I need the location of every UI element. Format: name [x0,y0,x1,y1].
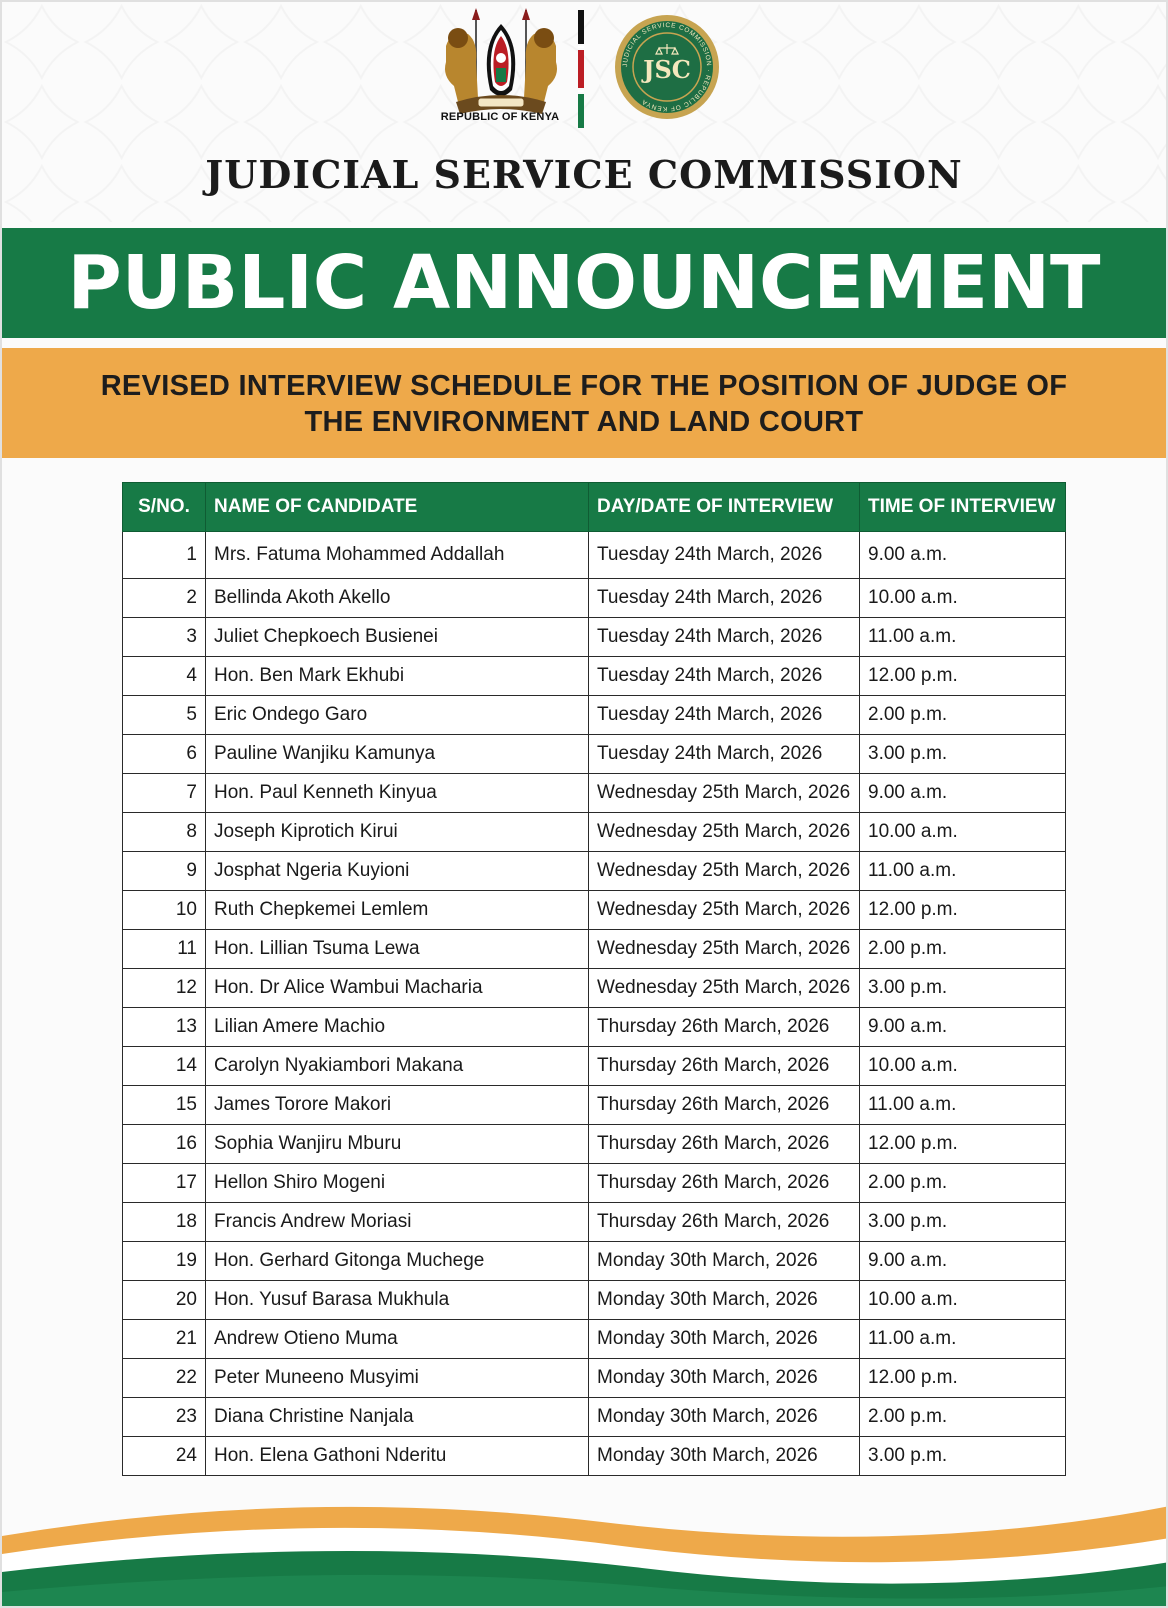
interview-time: 3.00 p.m. [860,969,1066,1008]
interview-date: Thursday 26th March, 2026 [589,1164,860,1203]
interview-time: 9.00 a.m. [860,532,1066,579]
row-sno: 4 [123,657,206,696]
candidate-name: Sophia Wanjiru Mburu [206,1125,589,1164]
row-sno: 20 [123,1281,206,1320]
interview-time: 2.00 p.m. [860,1398,1066,1437]
row-sno: 10 [123,891,206,930]
row-sno: 16 [123,1125,206,1164]
interview-date: Monday 30th March, 2026 [589,1437,860,1476]
candidate-name: Francis Andrew Moriasi [206,1203,589,1242]
interview-time: 11.00 a.m. [860,852,1066,891]
table-row [123,1086,1066,1125]
candidate-name: Lilian Amere Machio [206,1008,589,1047]
row-sno: 7 [123,774,206,813]
interview-time: 12.00 p.m. [860,1359,1066,1398]
interview-time: 3.00 p.m. [860,1203,1066,1242]
row-sno: 22 [123,1359,206,1398]
table-row [123,1320,1066,1359]
interview-time: 9.00 a.m. [860,1242,1066,1281]
row-sno: 18 [123,1203,206,1242]
interview-time: 12.00 p.m. [860,657,1066,696]
table-row [123,1359,1066,1398]
interview-time: 10.00 a.m. [860,813,1066,852]
subheading [2,348,1166,440]
interview-date: Wednesday 25th March, 2026 [589,813,860,852]
table-row [123,735,1066,774]
interview-date: Thursday 26th March, 2026 [589,1203,860,1242]
table-row [123,618,1066,657]
interview-date: Tuesday 24th March, 2026 [589,579,860,618]
table-row [123,774,1066,813]
row-sno: 14 [123,1047,206,1086]
interview-date: Monday 30th March, 2026 [589,1242,860,1281]
interview-date: Monday 30th March, 2026 [589,1359,860,1398]
candidate-name: Carolyn Nyakiambori Makana [206,1047,589,1086]
coat-caption: REPUBLIC OF KENYA [440,111,560,123]
interview-date: Tuesday 24th March, 2026 [589,618,860,657]
candidate-name: Hon. Paul Kenneth Kinyua [206,774,589,813]
interview-time: 10.00 a.m. [860,1047,1066,1086]
table-row [123,969,1066,1008]
row-sno: 6 [123,735,206,774]
table-row [123,657,1066,696]
interview-date: Thursday 26th March, 2026 [589,1086,860,1125]
table-row [123,579,1066,618]
row-sno: 17 [123,1164,206,1203]
row-sno: 5 [123,696,206,735]
interview-date: Thursday 26th March, 2026 [589,1125,860,1164]
header-name: NAME OF CANDIDATE [206,483,589,532]
interview-time: 11.00 a.m. [860,1086,1066,1125]
interview-date: Wednesday 25th March, 2026 [589,852,860,891]
candidate-name: Eric Ondego Garo [206,696,589,735]
table-header-row [123,483,1066,532]
interview-time: 2.00 p.m. [860,1164,1066,1203]
interview-date: Tuesday 24th March, 2026 [589,696,860,735]
interview-time: 12.00 p.m. [860,891,1066,930]
table-row [123,696,1066,735]
interview-date: Tuesday 24th March, 2026 [589,735,860,774]
header-sno: S/NO. [123,483,206,532]
interview-date: Tuesday 24th March, 2026 [589,657,860,696]
table-row [123,1164,1066,1203]
interview-time: 2.00 p.m. [860,696,1066,735]
candidate-name: Hon. Lillian Tsuma Lewa [206,930,589,969]
flag-divider [578,10,584,128]
interview-date: Monday 30th March, 2026 [589,1320,860,1359]
interview-time: 2.00 p.m. [860,930,1066,969]
row-sno: 19 [123,1242,206,1281]
table-row [123,1203,1066,1242]
public-announcement-banner [2,228,1166,338]
table-row [123,1398,1066,1437]
subheading-band [2,348,1166,458]
row-sno: 2 [123,579,206,618]
subheading-line-1: REVISED INTERVIEW SCHEDULE FOR THE POSITION OF JUDGE OF [100,370,1068,402]
candidate-name: Mrs. Fatuma Mohammed Addallah [206,532,589,579]
candidate-name: Diana Christine Nanjala [206,1398,589,1437]
table-row [123,813,1066,852]
seal-initials: JSC [643,55,691,84]
candidate-name: Hon. Dr Alice Wambui Macharia [206,969,589,1008]
interview-date: Thursday 26th March, 2026 [589,1047,860,1086]
candidate-name: Hon. Gerhard Gitonga Muchege [206,1242,589,1281]
row-sno: 15 [123,1086,206,1125]
table-row [123,891,1066,930]
coat-of-arms-icon [438,6,564,124]
logo-row [2,4,1166,134]
interview-date: Wednesday 25th March, 2026 [589,930,860,969]
row-sno: 24 [123,1437,206,1476]
interview-time: 9.00 a.m. [860,774,1066,813]
candidate-name: Hon. Ben Mark Ekhubi [206,657,589,696]
candidate-name: Juliet Chepkoech Busienei [206,618,589,657]
interview-schedule-table [122,482,1066,1476]
header-time: TIME OF INTERVIEW [860,483,1066,532]
table-row [123,532,1066,579]
interview-date: Tuesday 24th March, 2026 [589,532,860,579]
header-date: DAY/DATE OF INTERVIEW [589,483,860,532]
row-sno: 21 [123,1320,206,1359]
candidate-name: Ruth Chepkemei Lemlem [206,891,589,930]
candidate-name: Hon. Elena Gathoni Nderitu [206,1437,589,1476]
candidate-name: James Torore Makori [206,1086,589,1125]
interview-date: Thursday 26th March, 2026 [589,1008,860,1047]
row-sno: 11 [123,930,206,969]
row-sno: 8 [123,813,206,852]
candidate-name: Hellon Shiro Mogeni [206,1164,589,1203]
interview-time: 10.00 a.m. [860,1281,1066,1320]
row-sno: 23 [123,1398,206,1437]
row-sno: 1 [123,532,206,579]
organization-title: JUDICIAL SERVICE COMMISSION [205,152,963,197]
row-sno: 13 [123,1008,206,1047]
interview-time: 12.00 p.m. [860,1125,1066,1164]
table-row [123,1437,1066,1476]
jsc-seal-icon [614,14,720,120]
interview-time: 3.00 p.m. [860,1437,1066,1476]
row-sno: 12 [123,969,206,1008]
table-row [123,930,1066,969]
interview-date: Monday 30th March, 2026 [589,1281,860,1320]
table-row [123,1281,1066,1320]
candidate-name: Peter Muneeno Musyimi [206,1359,589,1398]
interview-date: Wednesday 25th March, 2026 [589,969,860,1008]
interview-date: Wednesday 25th March, 2026 [589,891,860,930]
interview-time: 3.00 p.m. [860,735,1066,774]
candidate-name: Joseph Kiprotich Kirui [206,813,589,852]
interview-time: 10.00 a.m. [860,579,1066,618]
row-sno: 3 [123,618,206,657]
candidate-name: Bellinda Akoth Akello [206,579,589,618]
banner-title: PUBLIC ANNOUNCEMENT [67,240,1101,326]
interview-date: Monday 30th March, 2026 [589,1398,860,1437]
candidate-name: Pauline Wanjiku Kamunya [206,735,589,774]
interview-date: Wednesday 25th March, 2026 [589,774,860,813]
table-row [123,1047,1066,1086]
subheading-line-2: THE ENVIRONMENT AND LAND COURT [304,406,864,438]
row-sno: 9 [123,852,206,891]
interview-time: 11.00 a.m. [860,1320,1066,1359]
table-row [123,1008,1066,1047]
table-row [123,852,1066,891]
seal-ring-text: JUDICIAL SERVICE COMMISSION · REPUBLIC OF KENYA [621,21,713,113]
table-row [123,1125,1066,1164]
candidate-name: Josphat Ngeria Kuyioni [206,852,589,891]
interview-time: 11.00 a.m. [860,618,1066,657]
table-row [123,1242,1066,1281]
candidate-name: Andrew Otieno Muma [206,1320,589,1359]
interview-time: 9.00 a.m. [860,1008,1066,1047]
footer-wave [2,1476,1168,1606]
candidate-name: Hon. Yusuf Barasa Mukhula [206,1281,589,1320]
